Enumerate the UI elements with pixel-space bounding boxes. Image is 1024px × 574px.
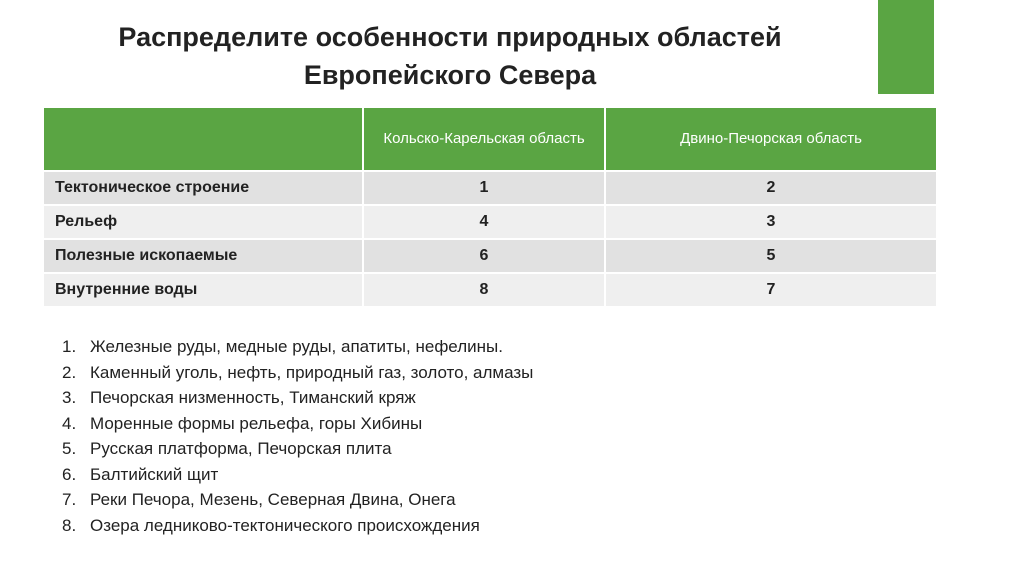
table-row <box>44 204 936 238</box>
cell-dvina-pechora: 5 <box>606 238 936 272</box>
list-item-text: Реки Печора, Мезень, Северная Двина, Онега <box>90 490 456 509</box>
header-cell-empty <box>44 108 364 170</box>
list-item-number: 2. <box>62 362 77 382</box>
list-item-text: Русская платформа, Печорская плита <box>90 439 392 458</box>
list-item-number: 4. <box>62 413 77 433</box>
list-item-text: Железные руды, медные руды, апатиты, нефелины. <box>90 337 503 356</box>
row-label: Внутренние воды <box>44 272 364 306</box>
list-item-number: 6. <box>62 464 77 484</box>
list-item-text: Каменный уголь, нефть, природный газ, золото, алмазы <box>90 362 534 382</box>
list-item <box>62 334 533 360</box>
header-cell-kola-karelian: Кольско-Карельская область <box>364 108 606 170</box>
cell-kola-karelian: 6 <box>364 238 606 272</box>
cell-kola-karelian: 1 <box>364 170 606 204</box>
cell-dvina-pechora: 2 <box>606 170 936 204</box>
cell-kola-karelian: 4 <box>364 204 606 238</box>
cell-dvina-pechora: 3 <box>606 204 936 238</box>
list-item-number: 7. <box>62 490 77 509</box>
list-item-number: 1. <box>62 337 77 356</box>
row-label: Тектоническое строение <box>44 170 364 204</box>
cell-dvina-pechora: 7 <box>606 272 936 306</box>
table-header-row <box>44 108 936 170</box>
table-row <box>44 238 936 272</box>
list-item <box>62 487 533 513</box>
list-item <box>62 411 533 437</box>
list-item <box>62 436 533 462</box>
page-title <box>60 18 840 94</box>
answer-list <box>62 334 533 538</box>
title-line-1: Распределите особенности природных областей <box>118 22 782 52</box>
table-row <box>44 170 936 204</box>
regions-table <box>44 108 936 306</box>
title-line-2: Европейского Севера <box>303 60 597 90</box>
row-label: Рельеф <box>44 204 364 238</box>
list-item-number: 5. <box>62 439 77 458</box>
row-label: Полезные ископаемые <box>44 238 364 272</box>
list-item-text: Балтийский щит <box>90 464 219 484</box>
accent-bar <box>878 0 934 94</box>
list-item <box>62 385 533 411</box>
list-item <box>62 360 533 386</box>
table-row <box>44 272 936 306</box>
list-item-number: 8. <box>62 515 77 535</box>
list-item <box>62 462 533 488</box>
list-item-number: 3. <box>62 388 77 407</box>
cell-kola-karelian: 8 <box>364 272 606 306</box>
list-item-text: Моренные формы рельефа, горы Хибины <box>90 413 423 433</box>
list-item <box>62 513 533 539</box>
header-cell-dvina-pechora: Двино-Печорская область <box>606 108 936 170</box>
list-item-text: Озера ледниково-тектонического происхождения <box>90 515 480 535</box>
list-item-text: Печорская низменность, Тиманский кряж <box>90 388 416 407</box>
